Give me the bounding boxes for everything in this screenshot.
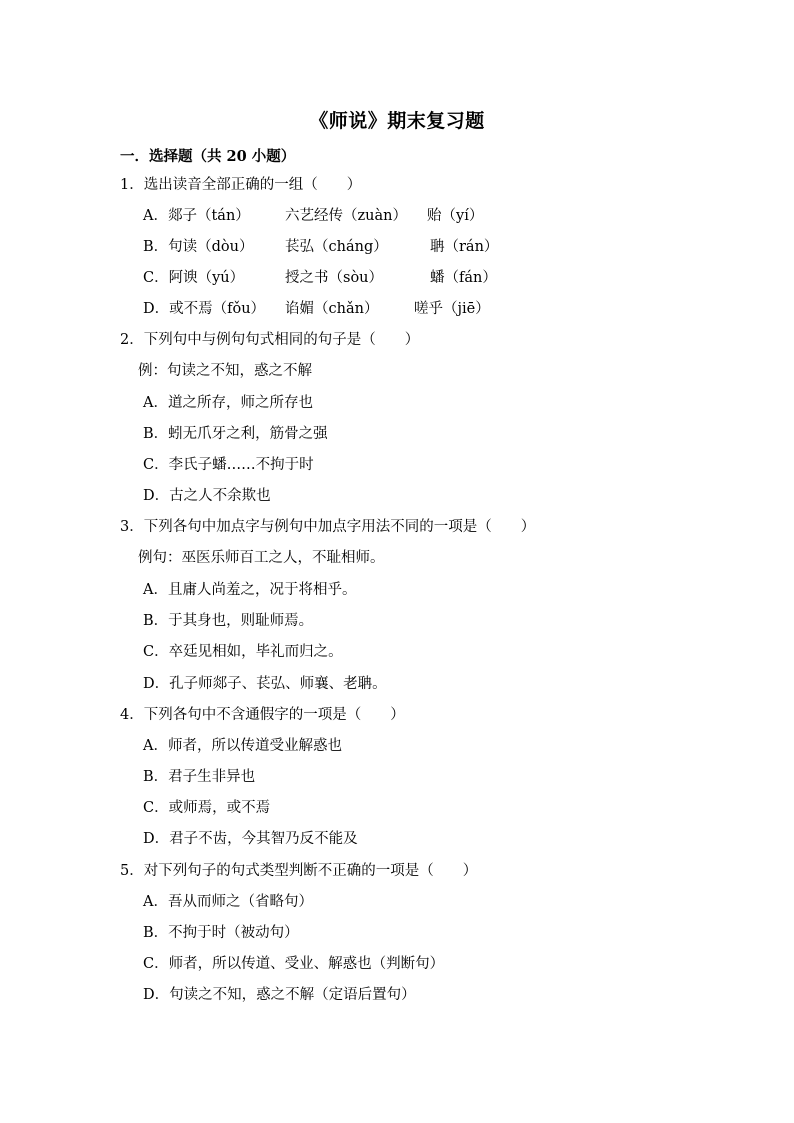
question-5-stem: 5．对下列句子的句式类型判断不正确的一项是（ ） <box>120 863 478 879</box>
question-3-stem: 3．下列各句中加点字与例句中加点字用法不同的一项是（ ） <box>120 519 536 535</box>
question-1-stem: 1．选出读音全部正确的一组（ ） <box>120 177 362 193</box>
question-4-option-b: B．君子生非异也 <box>143 769 256 785</box>
question-3-option-a: A．且庸人尚羞之，况于将相乎。 <box>143 582 357 598</box>
question-3-option-c: C．卒廷见相如，毕礼而归之。 <box>143 644 343 660</box>
question-1-option-c <box>143 268 703 288</box>
question-2-stem: 2．下列句中与例句句式相同的句子是（ ） <box>120 332 420 348</box>
question-2-example: 例：句读之不知，惑之不解 <box>138 363 312 379</box>
question-1-option-a <box>143 206 703 226</box>
question-3-option-d: D．孔子师郯子、苌弘、师襄、老聃。 <box>143 676 387 692</box>
question-4-stem: 4．下列各句中不含通假字的一项是（ ） <box>120 707 405 723</box>
question-2-option-c: C．李氏子蟠……不拘于时 <box>143 457 314 473</box>
question-2-option-a: A．道之所存，师之所存也 <box>143 395 313 411</box>
question-5-option-d: D．句读之不知，惑之不解（定语后置句） <box>143 987 416 1003</box>
question-3-option-b: B．于其身也，则耻师焉。 <box>143 613 314 629</box>
option-pinyin-3: 嗟乎（jiē） <box>414 301 490 317</box>
question-5-option-b: B．不拘于时（被动句） <box>143 925 299 941</box>
option-pinyin-2: 谄媚（chǎn） <box>285 301 379 317</box>
question-4-option-c: C．或师焉，或不焉 <box>143 800 271 816</box>
option-pinyin-3: 贻（yí） <box>427 208 484 224</box>
option-pinyin-3: 蟠（fán） <box>430 270 497 286</box>
page-title: 《师说》期末复习题 <box>309 110 485 132</box>
question-1-option-d <box>143 299 703 319</box>
question-2-option-d: D．古之人不余欺也 <box>143 488 271 504</box>
option-pinyin-1: B．句读（dòu） <box>143 239 254 255</box>
option-pinyin-2: 苌弘（cháng） <box>285 239 388 255</box>
question-3-example: 例句：巫医乐师百工之人，不耻相师。 <box>138 550 385 566</box>
question-5-option-c: C．师者，所以传道、受业、解惑也（判断句） <box>143 956 445 972</box>
question-1-option-b <box>143 237 703 257</box>
option-pinyin-2: 授之书（sòu） <box>285 270 384 286</box>
option-pinyin-3: 聃（rán） <box>430 239 499 255</box>
question-2-option-b: B．蚓无爪牙之利，筋骨之强 <box>143 426 328 442</box>
section-heading: 一．选择题（共 20 小题） <box>120 148 296 165</box>
option-pinyin-1: A．郯子（tán） <box>143 208 250 224</box>
option-pinyin-1: D．或不焉（fǒu） <box>143 301 266 317</box>
option-pinyin-1: C．阿谀（yú） <box>143 270 245 286</box>
question-4-option-a: A．师者，所以传道受业解惑也 <box>143 738 342 754</box>
option-pinyin-2: 六艺经传（zuàn） <box>285 208 407 224</box>
question-5-option-a: A．吾从而师之（省略句） <box>143 894 313 910</box>
question-4-option-d: D．君子不齿，今其智乃反不能及 <box>143 831 358 847</box>
